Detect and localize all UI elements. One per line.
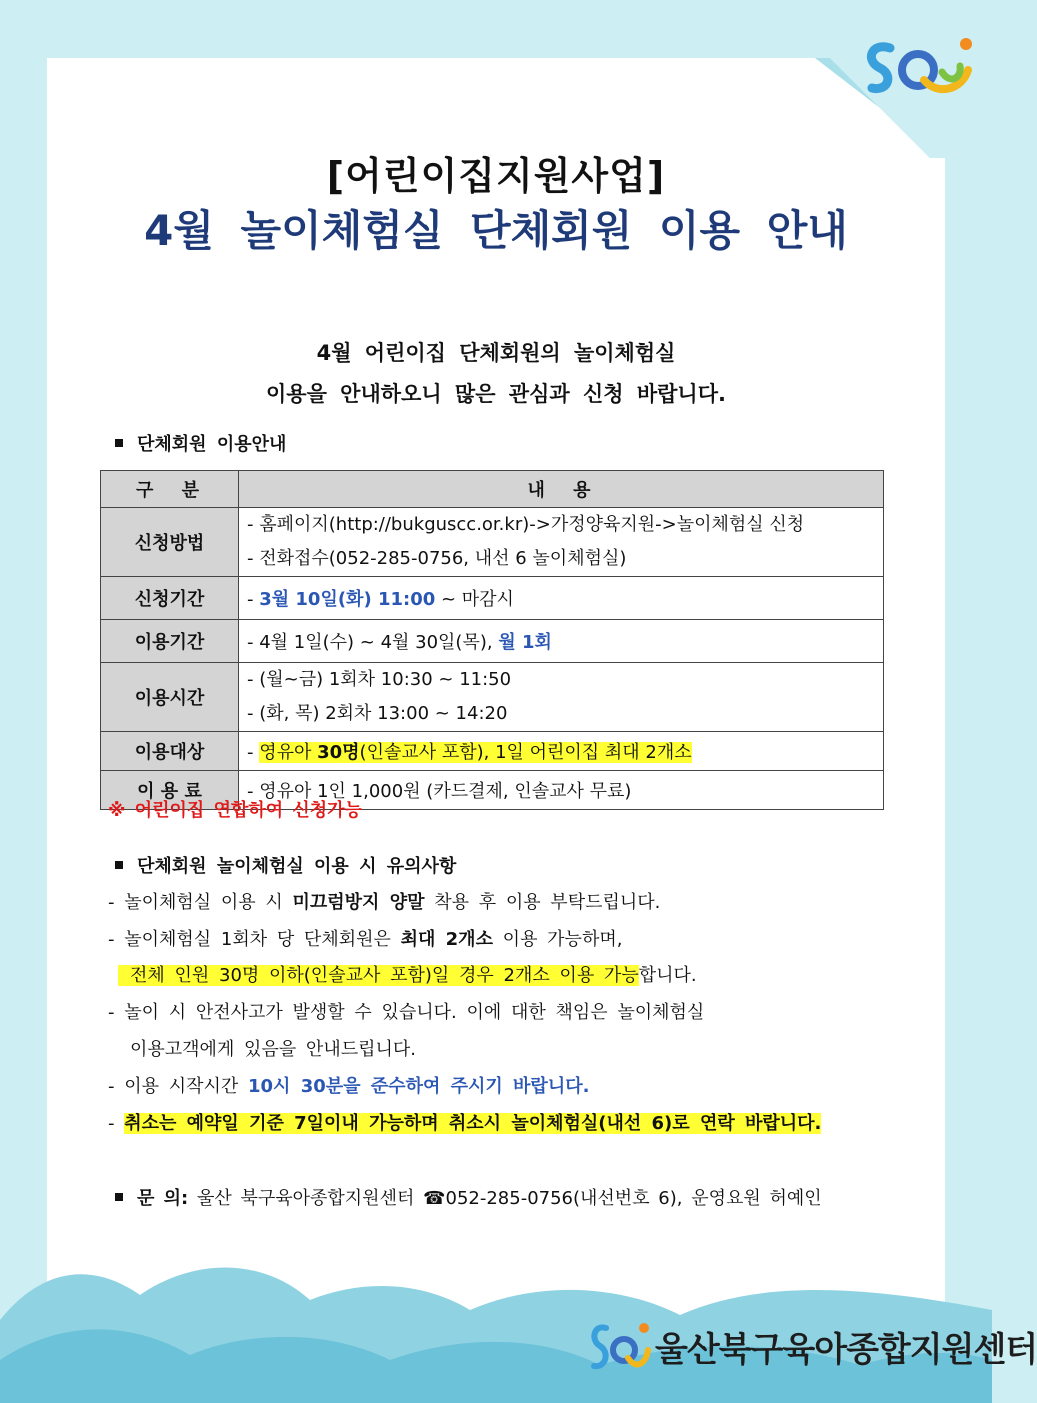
caution-3: - 놀이 시 안전사고가 발생할 수 있습니다. 이에 대한 책임은 놀이체험실 — [108, 1002, 705, 1023]
caution-text: - 놀이체험실 이용 시 — [108, 892, 293, 913]
row-value — [239, 732, 884, 771]
caution-text: 이용 가능하며, — [492, 929, 623, 950]
header-category: 구 분 — [101, 471, 239, 508]
usage-info-table — [100, 470, 884, 810]
caution-text: - 이용 시작시간 — [108, 1076, 248, 1097]
caution-bold: 최대 2개소 — [400, 929, 493, 950]
row-value — [239, 663, 884, 732]
row-label: 이용기간 — [101, 620, 239, 663]
footer-org-name: 울산북구육아종합지원센터 — [655, 1330, 1037, 1370]
section-cautions — [115, 852, 456, 878]
table-row — [101, 620, 884, 663]
title-program: [어린이집지원사업] — [326, 154, 666, 198]
caution-blue: 10시 30분을 준수하여 주시기 바랍니다. — [248, 1076, 590, 1097]
title-main: 4월 놀이체험실 단체회원 이용 안내 — [144, 206, 848, 255]
dash: - — [247, 742, 260, 763]
caution-text: - 놀이체험실 1회차 당 단체회원은 — [108, 929, 401, 950]
table-row — [101, 577, 884, 620]
table-row — [101, 732, 884, 771]
section-usage-guide — [115, 430, 286, 456]
inquiry-line — [115, 1184, 822, 1210]
square-bullet-icon — [115, 1193, 123, 1201]
caution-1 — [108, 888, 660, 914]
row-value — [239, 508, 884, 577]
session-1-time: - (월~금) 1회차 10:30 ~ 11:50 — [247, 669, 512, 690]
joint-application-note: ※ 어린이집 연합하여 신청가능 — [108, 800, 362, 821]
caution-bold: 미끄럼방지 양말 — [292, 892, 425, 913]
target-count: 30명 — [317, 742, 360, 763]
row-value — [239, 577, 884, 620]
caution-text: 합니다. — [638, 965, 697, 986]
caution-4 — [108, 1072, 589, 1098]
intro-line-1: 4월 어린이집 단체회원의 놀이체험실 — [316, 341, 676, 365]
square-bullet-icon — [115, 439, 123, 447]
row-label: 이 용 료 — [101, 771, 239, 810]
target-part1: 영유아 — [259, 742, 318, 763]
apply-website: - 홈페이지(http://bukguscc.or.kr)->가정양육지원->놀이체험실 신청 — [247, 514, 805, 535]
table-row — [101, 663, 884, 732]
apply-end-text: ~ 마감시 — [435, 589, 514, 610]
session-2-time: - (화, 목) 2회차 13:00 ~ 14:20 — [247, 703, 508, 724]
header-content: 내 용 — [239, 471, 884, 508]
intro-line-2: 이용을 안내하오니 많은 관심과 신청 바랍니다. — [266, 382, 726, 406]
apply-start-date: 3월 10일(화) 11:00 — [259, 589, 436, 610]
row-label: 이용대상 — [101, 732, 239, 771]
row-label: 이용시간 — [101, 663, 239, 732]
caution-highlight: 전체 인원 30명 이하(인솔교사 포함)일 경우 2개소 이용 가능 — [118, 965, 639, 986]
inquiry-label: 문 의: — [137, 1188, 189, 1209]
row-label: 신청기간 — [101, 577, 239, 620]
caution-text: 착용 후 이용 부탁드립니다. — [424, 892, 661, 913]
inquiry-text: 울산 북구육아종합지원센터 ☎052-285-0756(내선번호 6), 운영요원 허예인 — [188, 1188, 822, 1209]
section-title: 단체회원 놀이체험실 이용 시 유의사항 — [137, 856, 457, 877]
square-bullet-icon — [115, 861, 123, 869]
use-frequency: 월 1회 — [498, 632, 552, 653]
caution-2-cont — [118, 961, 697, 987]
caution-2 — [108, 925, 622, 951]
section-title: 단체회원 이용안내 — [137, 434, 287, 455]
row-value — [239, 620, 884, 663]
footer-logo-icon — [590, 1318, 650, 1382]
target-part2: (인솔교사 포함), 1일 어린이집 최대 2개소 — [359, 742, 692, 763]
center-logo-icon — [862, 30, 982, 105]
table-header-row — [101, 471, 884, 508]
row-value: - 영유아 1인 1,000원 (카드결제, 인솔교사 무료) — [239, 771, 884, 810]
use-period-text: - 4월 1일(수) ~ 4월 30일(목), — [247, 632, 499, 653]
table-row — [101, 508, 884, 577]
caution-3-cont: 이용고객에게 있음을 안내드립니다. — [130, 1039, 416, 1060]
caution-5 — [108, 1109, 821, 1135]
dash: - — [247, 589, 260, 610]
caution-text: - — [108, 1113, 125, 1134]
apply-phone: - 전화접수(052-285-0756, 내선 6 놀이체험실) — [247, 548, 627, 569]
caution-highlight: 취소는 예약일 기준 7일이내 가능하며 취소시 놀이체험실(내선 6)로 연락 바랍니다. — [124, 1113, 822, 1134]
row-label: 신청방법 — [101, 508, 239, 577]
target-highlight — [259, 742, 691, 763]
